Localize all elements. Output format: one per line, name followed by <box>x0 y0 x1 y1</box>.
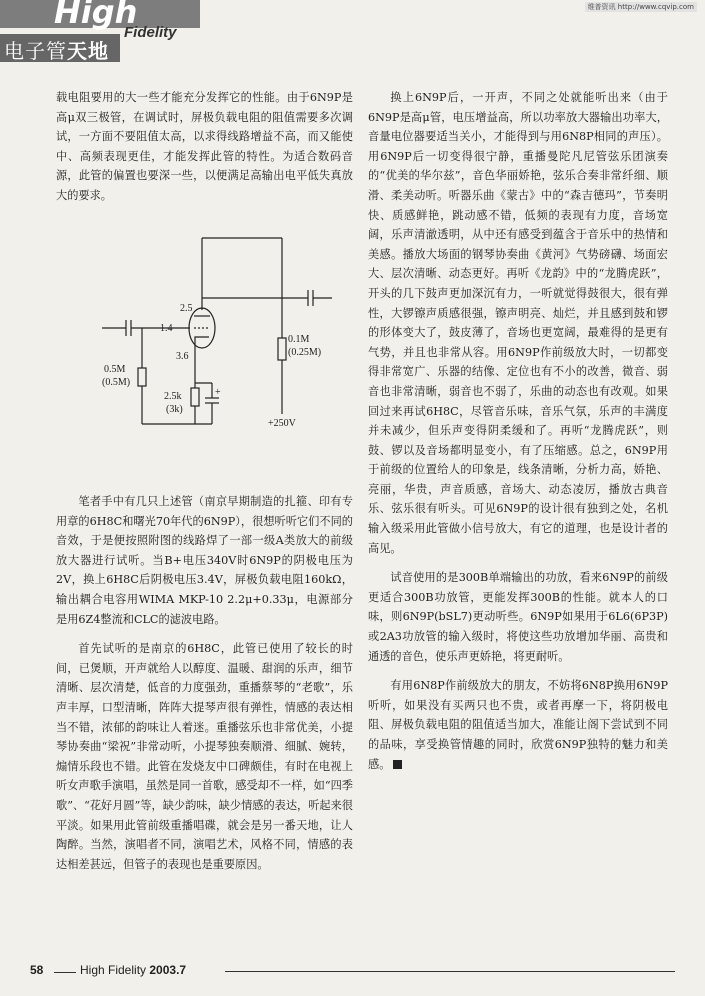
left-column-top <box>56 88 353 206</box>
bypass-cap-polarity: + <box>215 387 221 398</box>
masthead-section-title <box>4 35 109 64</box>
tube-cathode <box>195 337 209 340</box>
page-number: 58 <box>30 963 44 977</box>
plate-resistor-alt-value: (0.25M) <box>288 347 322 358</box>
cathode-resistor <box>191 388 199 406</box>
right-column <box>368 88 668 774</box>
paragraph-gap <box>368 558 668 568</box>
section-title-part-a: 电子管 <box>4 39 67 63</box>
paragraph: 换上6N9P后，一开声，不同之处就能听出来（由于6N9P是高μ管，电压增益高，所以功率放大器输出功率大，音量电位器要适当关小，才能得到与用6N8P相同的声压）。用6N9P后一切变得很宁静，重播曼陀凡尼管弦乐团演奏的“优美的华尔兹”，音色华丽娇艳，弦乐合奏非常纤细、顺滑、柔美动听。听器乐曲《蒙古》中的“森吉德玛”，节奏明快、质感鲜艳，跳动感不错，低频的表现有力度，音场宽阔，乐声清澈透明，从中还有感受到蕴含于音乐中的热情和美感。播放大场面的钢琴协奏曲《黄河》气势磅礴、场面宏大、层次清晰、动态更好。再听《龙韵》中的“龙腾虎跃”，开头的几下鼓声更加深沉有力，一听就觉得鼓很大，很有弹性，大锣镲声质感很强，镲声明亮、灿烂，并且感到鼓和锣的形体变大了，鼓皮薄了，音场也更宽阔，最难得的是更有气势，并且也非常从容。用6N9P作前级放大时，一切都变得非常宽广、乐器的结像、定位也有不小的改善，微音、弱音也非常清晰，弱音也不弱了，乐曲的动态也有改观。如果回过来再试6H8C，尽管音乐味，音乐气氛，乐声的丰满度并未减少，但乐声变得阴柔缓和了。再听“龙腾虎跃”，则鼓、锣以及音场都明显变小，有了压缩感。总之，6N9P用于前级的位置给人的印象是，线条清晰，分析力高，娇艳、亮丽，华贵，声音质感，音场大、动态凌厉，播放古典音乐、弦乐很有听头。可见6N9P的设计很有独到之处，名机输入级采用此管做小信号放大，有它的道理，也是设计者的高见。 <box>368 91 668 555</box>
grid-resistor-alt-value: (0.5M) <box>102 377 131 388</box>
paragraph: 载电阻要用的大一些才能充分发挥它的性能。由于6N9P是高μ双三极管，在调试时，屏极负载电阻的阻值需要多次调试，一方面不要阻值太高，以求得线路增益不高，而又能使中、高频表现更佳，才能发挥此管的特性。为适合数码音源，此管的偏置也要深一些，以便满足高输出电平低失真放大的要求。 <box>56 91 353 202</box>
paragraph-gap <box>56 629 353 639</box>
paragraph-final <box>368 676 668 774</box>
footer-magazine <box>80 963 186 977</box>
pin-label-cathode: 3.6 <box>176 351 189 362</box>
cathode-resistor-alt-value: (3k) <box>166 404 183 415</box>
footer-issue: 2003.7 <box>149 963 187 977</box>
paragraph: 笔者手中有几只上述管（南京早期制造的扎箍、印有专用章的6H8C和曙光70年代的6N9P），很想听听它们不同的音效，于是便按照附图的线路焊了一部一级A类放大的前级放大器进行试听。当B+电压340V时6N9P的阴极电压为2V，换上6H8C后阴极电压3.4V，屏极负载电阻160kΩ，输出耦合电容用WIMA MKP-10 2.2μ+0.33μ，电源部分是用6Z4整流和CLC的滤波电路。 <box>56 495 353 626</box>
paragraph-gap <box>368 666 668 676</box>
grid-resistor-value: 0.5M <box>104 364 126 375</box>
circuit-schematic <box>92 228 342 438</box>
section-title-part-b: 天地 <box>67 39 109 63</box>
footer-rule <box>225 971 675 972</box>
masthead-fidelity: Fidelity <box>124 24 177 41</box>
plate-resistor <box>278 338 286 360</box>
pin-label-grid: 1.4 <box>160 323 173 334</box>
plate-resistor-value: 0.1M <box>288 334 310 345</box>
watermark: 维普资讯 http://www.cqvip.com <box>585 2 697 12</box>
cathode-resistor-value: 2.5k <box>164 391 182 402</box>
footer-magazine-name: High Fidelity <box>80 963 147 977</box>
supply-voltage-label: +250V <box>268 418 296 429</box>
pin-label-plate: 2.5 <box>180 303 193 314</box>
end-mark-icon <box>393 760 402 769</box>
left-column-bottom <box>56 492 353 874</box>
schematic-drawing <box>92 228 342 438</box>
paragraph: 试音使用的是300B单端输出的功放，看来6N9P的前级更适合300B功放管，更能发挥300B的性能。就本人的口味，则6N9P(bSL7)更动听些。6N9P如果用于6L6(6P3P)或2A3功放管的输入级时，将使这些功放增加华丽、高贵和通透的音色，使乐声更娇艳，将更耐听。 <box>368 571 668 663</box>
paragraph: 首先试听的是南京的6H8C，此管已使用了较长的时间，已煲顺，开声就给人以醇度、温暖、甜润的乐声，细节清晰、层次清楚，低音的力度强劲，重播蔡琴的“老歌”，乐声丰厚，口型清晰，阵阵大提琴声很有弹性，情感的表达相当不错，浓郁的韵味让人着迷。重播弦乐也非常优美，小提琴协奏曲“梁祝”非常动听，小提琴独奏顺滑、细腻、婉转，煽情乐段也不错。此管在发烧友中口碑颇佳，有时在电视上听女声歌手演唱，虽然是同一首歌，感受却不一样，如“四季歌”、“花好月圆”等，缺少韵味，缺少情感的表达，听起来很平淡。如果用此管前级重播唱碟，就会是另一番天地，让人陶醉。当然，演唱者不同，演唱艺术，风格不同，情感的表达相差甚远，但管子的表现也是重要原因。 <box>56 642 353 871</box>
masthead-high: High <box>54 0 138 31</box>
page-footer <box>30 963 680 981</box>
grid-resistor <box>138 368 146 386</box>
masthead <box>0 0 200 64</box>
footer-dash <box>54 972 76 973</box>
final-paragraph-text: 有用6N8P作前级放大的朋友，不妨将6N8P换用6N9P听听，如果没有买两只也不贵，或者再摩一下，将阴极电阻、屏极负载电阻的阻值适当加大，准能让阁下尝试到不同的品味，享受换管情趣的同时，欣赏6N9P独特的魅力和美感。 <box>368 679 668 771</box>
